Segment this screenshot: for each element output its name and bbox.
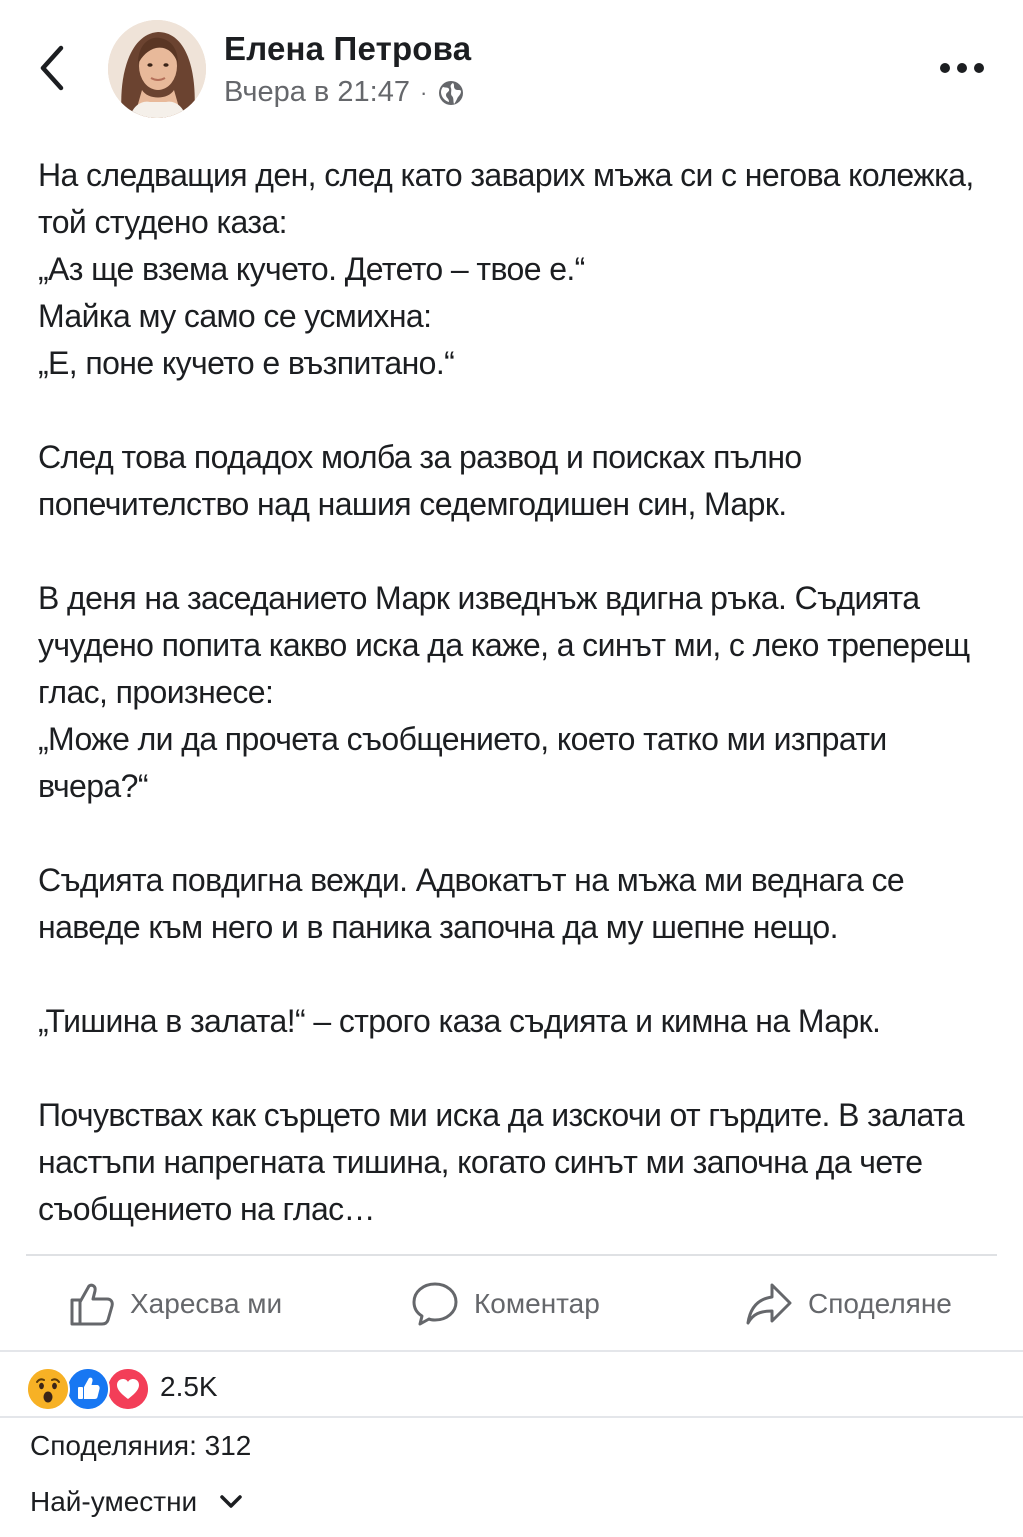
reaction-count: 2.5K (160, 1371, 218, 1402)
share-button[interactable] (744, 1276, 952, 1332)
comment-label: Коментар (474, 1288, 600, 1319)
comment-icon (410, 1280, 460, 1328)
like-label: Харесва ми (130, 1288, 283, 1319)
more-options-button[interactable] (930, 50, 994, 86)
post-paragraph: Почувствах как сърцето ми иска да изскочи от гърдите. В залата настъпи напрегната тишина, когато синът ми започна да чете съобщението на глас… (38, 1097, 964, 1227)
comment-button[interactable] (410, 1276, 600, 1332)
post-paragraph: След това подадох молба за развод и поисках пълно попечителство над нашия седемгодишен син, Марк. (38, 439, 802, 522)
author-name[interactable]: Елена Петрова (224, 30, 472, 67)
post-header (0, 0, 1023, 140)
share-icon (744, 1281, 794, 1327)
sort-label: Най-уместни (30, 1486, 198, 1517)
love-reaction-icon (106, 1367, 150, 1411)
post-paragraph: В деня на заседанието Марк изведнъж вдигна ръка. Съдията учудено попита какво иска да каже, а синът ми, с леко треперещ глас, произнесе: „Може ли да прочета съобщението, което татко ми изпрати вчера?“ (38, 580, 970, 804)
post-paragraph: Съдията повдигна вежди. Адвокатът на мъжа ми веднага се наведе към него и в паника започна да му шепне нещо. (38, 862, 905, 945)
reaction-icons (26, 1365, 150, 1409)
divider (0, 1350, 1023, 1352)
comments-sort-dropdown[interactable] (30, 1486, 243, 1518)
shares-count[interactable]: Споделяния: 312 (30, 1430, 252, 1461)
divider (0, 1416, 1023, 1418)
post-paragraph: На следващия ден, след като заварих мъжа си с негова колежка, той студено каза: „Аз ще взема кучето. Детето – твое е.“ Майка му само се усмихна: „Е, поне кучето е възпитано.“ (38, 157, 974, 381)
post-timestamp[interactable]: Вчера в 21:47 (224, 76, 410, 108)
post-paragraph: „Тишина в залата!“ – строго каза съдията и кимна на Марк. (38, 1003, 881, 1039)
wow-reaction-icon (26, 1367, 70, 1411)
globe-icon (437, 79, 465, 107)
meta-separator: · (419, 79, 428, 105)
chevron-left-icon (37, 44, 67, 92)
post-text (38, 152, 988, 1233)
thumbs-up-icon (68, 1280, 116, 1328)
like-button[interactable] (68, 1276, 282, 1332)
more-icon (939, 62, 985, 74)
avatar[interactable] (108, 20, 206, 118)
share-label: Споделяне (808, 1288, 952, 1319)
reactions-summary[interactable] (26, 1362, 218, 1412)
post-meta (224, 76, 465, 109)
divider (26, 1254, 997, 1256)
chevron-down-icon (219, 1494, 243, 1510)
action-bar (0, 1258, 1023, 1350)
back-button[interactable] (28, 40, 76, 96)
avatar-image (108, 20, 206, 118)
like-reaction-icon (66, 1367, 110, 1411)
